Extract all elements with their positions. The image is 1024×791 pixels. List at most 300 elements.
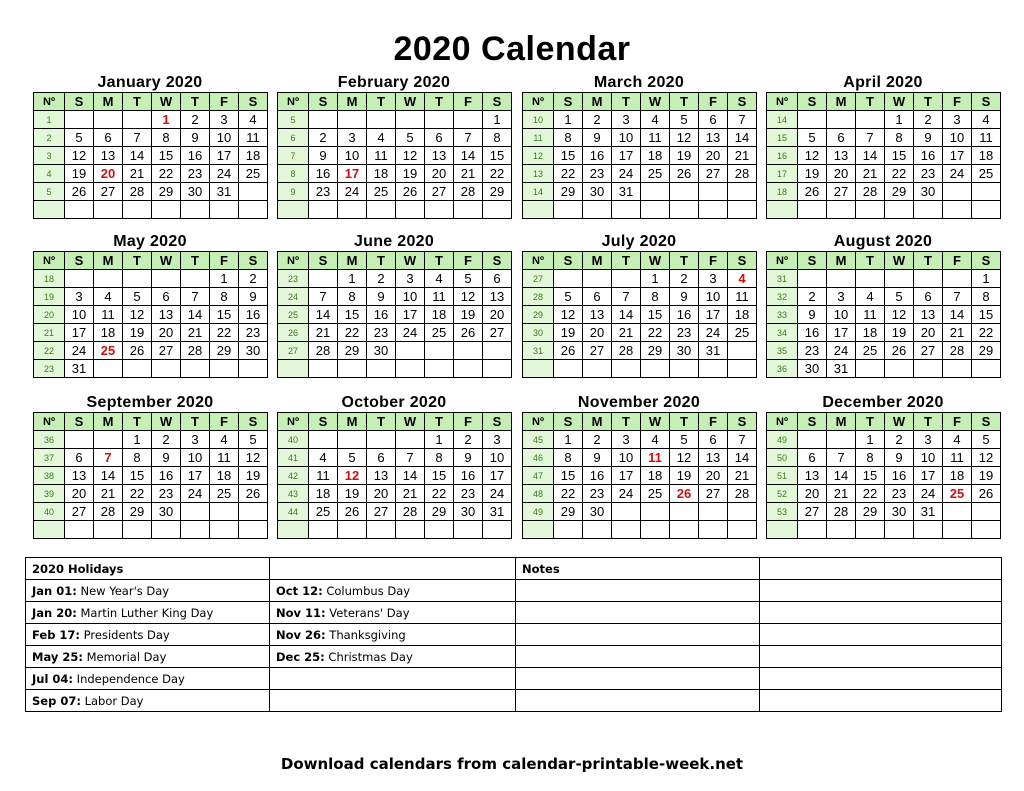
day-cell: 26 (123, 342, 152, 360)
day-cell: 21 (181, 324, 210, 342)
month-title: September 2020 (86, 394, 214, 411)
day-cell: 11 (943, 449, 972, 467)
week-number (34, 201, 65, 219)
day-cell: 11 (94, 306, 123, 324)
day-cell: 27 (483, 324, 512, 342)
week-number-header: Nº (278, 93, 309, 111)
weekday-header: T (856, 252, 885, 270)
week-number: 19 (34, 288, 65, 306)
day-cell (367, 521, 396, 539)
week-number: 24 (278, 288, 309, 306)
day-cell (827, 111, 856, 129)
day-cell (699, 521, 728, 539)
day-cell (181, 201, 210, 219)
weekday-header: M (338, 413, 367, 431)
weekday-header: T (425, 93, 454, 111)
day-cell: 3 (827, 288, 856, 306)
day-cell: 13 (483, 288, 512, 306)
day-cell (885, 270, 914, 288)
day-cell (367, 431, 396, 449)
weekday-header: M (583, 252, 612, 270)
day-cell (396, 431, 425, 449)
notes-cell (516, 580, 760, 602)
day-cell: 19 (123, 324, 152, 342)
day-cell: 14 (728, 449, 757, 467)
day-cell (554, 360, 583, 378)
day-cell: 15 (554, 147, 583, 165)
day-cell: 26 (65, 183, 94, 201)
day-cell: 20 (583, 324, 612, 342)
day-cell (454, 360, 483, 378)
month-title: August 2020 (833, 233, 933, 250)
day-cell: 27 (65, 503, 94, 521)
week-number: 45 (523, 431, 554, 449)
day-cell: 15 (338, 306, 367, 324)
day-cell (65, 270, 94, 288)
month-february (277, 75, 511, 219)
week-number: 27 (278, 342, 309, 360)
day-cell: 26 (670, 165, 699, 183)
day-cell: 8 (856, 449, 885, 467)
day-cell: 27 (367, 503, 396, 521)
weekday-header: S (483, 413, 512, 431)
week-number: 44 (278, 503, 309, 521)
day-cell (396, 111, 425, 129)
day-cell: 13 (798, 467, 827, 485)
month-october (277, 395, 511, 539)
week-number (523, 201, 554, 219)
day-cell (641, 360, 670, 378)
day-cell: 17 (181, 467, 210, 485)
day-cell (94, 360, 123, 378)
holiday-entry: Oct 12: Columbus Day (270, 580, 516, 602)
day-cell: 10 (396, 288, 425, 306)
day-cell: 18 (309, 485, 338, 503)
day-cell (454, 521, 483, 539)
day-cell: 2 (181, 111, 210, 129)
day-cell: 9 (670, 288, 699, 306)
day-cell: 22 (338, 324, 367, 342)
day-cell (181, 270, 210, 288)
day-cell: 17 (338, 165, 367, 183)
day-cell (827, 521, 856, 539)
day-cell (728, 521, 757, 539)
week-number (767, 521, 798, 539)
month-june (277, 234, 511, 378)
day-cell (670, 503, 699, 521)
day-cell: 3 (65, 288, 94, 306)
day-cell: 14 (943, 306, 972, 324)
day-cell: 15 (123, 467, 152, 485)
day-cell (943, 360, 972, 378)
day-cell: 10 (65, 306, 94, 324)
week-number: 15 (767, 129, 798, 147)
day-cell (885, 521, 914, 539)
day-cell: 29 (856, 503, 885, 521)
week-number-header: Nº (767, 413, 798, 431)
page-title: 2020 Calendar (393, 30, 631, 68)
day-cell: 3 (699, 270, 728, 288)
day-cell (65, 111, 94, 129)
day-cell: 8 (152, 129, 181, 147)
day-cell: 22 (123, 485, 152, 503)
notes-cell (516, 668, 760, 690)
day-cell: 16 (914, 147, 943, 165)
day-cell: 29 (483, 183, 512, 201)
week-number: 18 (767, 183, 798, 201)
day-cell (483, 342, 512, 360)
day-cell: 8 (972, 288, 1001, 306)
week-number: 20 (34, 306, 65, 324)
day-cell: 10 (210, 129, 239, 147)
day-cell: 6 (827, 129, 856, 147)
week-number: 38 (34, 467, 65, 485)
week-number: 31 (767, 270, 798, 288)
day-cell: 18 (972, 147, 1001, 165)
weekday-header: T (123, 413, 152, 431)
day-cell: 26 (454, 324, 483, 342)
day-cell: 10 (612, 129, 641, 147)
day-cell (583, 360, 612, 378)
day-cell (123, 270, 152, 288)
month-table (277, 92, 512, 219)
day-cell: 28 (454, 183, 483, 201)
week-number: 40 (34, 503, 65, 521)
day-cell: 7 (454, 129, 483, 147)
day-cell: 14 (827, 467, 856, 485)
holiday-entry: Nov 11: Veterans' Day (270, 602, 516, 624)
day-cell (699, 183, 728, 201)
day-cell: 25 (309, 503, 338, 521)
day-cell (856, 201, 885, 219)
day-cell: 4 (856, 288, 885, 306)
week-number: 14 (523, 183, 554, 201)
day-cell: 7 (94, 449, 123, 467)
day-cell: 14 (94, 467, 123, 485)
day-cell: 27 (699, 165, 728, 183)
week-number-header: Nº (523, 93, 554, 111)
holiday-entry: Jan 20: Martin Luther King Day (26, 602, 270, 624)
day-cell: 17 (914, 467, 943, 485)
day-cell: 8 (425, 449, 454, 467)
week-number: 32 (767, 288, 798, 306)
day-cell (425, 111, 454, 129)
day-cell: 15 (152, 147, 181, 165)
week-number: 31 (523, 342, 554, 360)
day-cell: 22 (885, 165, 914, 183)
day-cell (239, 183, 268, 201)
day-cell (943, 503, 972, 521)
weekday-header: S (728, 93, 757, 111)
day-cell: 12 (972, 449, 1001, 467)
day-cell: 17 (396, 306, 425, 324)
week-number: 23 (278, 270, 309, 288)
day-cell: 30 (583, 503, 612, 521)
day-cell: 30 (152, 503, 181, 521)
weekday-header: F (210, 93, 239, 111)
day-cell: 18 (641, 147, 670, 165)
day-cell: 15 (554, 467, 583, 485)
day-cell: 23 (152, 485, 181, 503)
day-cell: 2 (583, 431, 612, 449)
day-cell: 27 (583, 342, 612, 360)
day-cell: 26 (338, 503, 367, 521)
notes-cell (760, 602, 1002, 624)
day-cell (94, 111, 123, 129)
day-cell: 30 (367, 342, 396, 360)
day-cell: 18 (425, 306, 454, 324)
day-cell (728, 201, 757, 219)
week-number: 8 (278, 165, 309, 183)
day-cell: 3 (612, 111, 641, 129)
day-cell: 29 (152, 183, 181, 201)
week-number: 27 (523, 270, 554, 288)
day-cell: 15 (885, 147, 914, 165)
weekday-header: T (367, 413, 396, 431)
day-cell: 5 (670, 111, 699, 129)
month-table (33, 412, 268, 539)
day-cell: 19 (798, 165, 827, 183)
day-cell: 11 (641, 129, 670, 147)
day-cell: 11 (856, 306, 885, 324)
day-cell (827, 201, 856, 219)
day-cell (239, 521, 268, 539)
day-cell: 25 (856, 342, 885, 360)
day-cell: 31 (483, 503, 512, 521)
day-cell: 23 (583, 165, 612, 183)
day-cell: 24 (827, 342, 856, 360)
day-cell: 22 (972, 324, 1001, 342)
day-cell: 25 (728, 324, 757, 342)
holiday-entry: Jan 01: New Year's Day (26, 580, 270, 602)
day-cell: 1 (210, 270, 239, 288)
day-cell (827, 431, 856, 449)
week-number-header: Nº (34, 93, 65, 111)
day-cell: 19 (338, 485, 367, 503)
weekday-header: T (181, 252, 210, 270)
day-cell (65, 201, 94, 219)
day-cell: 24 (914, 485, 943, 503)
day-cell (123, 521, 152, 539)
day-cell: 2 (367, 270, 396, 288)
weekday-header: F (454, 413, 483, 431)
weekday-header: M (583, 413, 612, 431)
day-cell (641, 201, 670, 219)
day-cell: 24 (943, 165, 972, 183)
day-cell: 28 (728, 165, 757, 183)
day-cell: 18 (239, 147, 268, 165)
weekday-header: S (798, 93, 827, 111)
day-cell: 2 (583, 111, 612, 129)
day-cell: 9 (798, 306, 827, 324)
week-number: 37 (34, 449, 65, 467)
day-cell: 3 (914, 431, 943, 449)
day-cell: 4 (210, 431, 239, 449)
day-cell: 11 (239, 129, 268, 147)
day-cell: 8 (554, 129, 583, 147)
week-number: 53 (767, 503, 798, 521)
month-title: July 2020 (601, 233, 677, 250)
weekday-header: W (885, 413, 914, 431)
day-cell: 1 (856, 431, 885, 449)
holiday-entry: Sep 07: Labor Day (26, 690, 270, 712)
week-number: 23 (34, 360, 65, 378)
day-cell: 12 (239, 449, 268, 467)
week-number: 11 (523, 129, 554, 147)
week-number (278, 360, 309, 378)
day-cell: 4 (239, 111, 268, 129)
week-number: 49 (523, 503, 554, 521)
month-september (33, 395, 267, 539)
week-number: 5 (34, 183, 65, 201)
day-cell (210, 201, 239, 219)
day-cell: 8 (210, 288, 239, 306)
week-number: 36 (34, 431, 65, 449)
week-number: 3 (34, 147, 65, 165)
day-cell: 26 (798, 183, 827, 201)
week-number: 21 (34, 324, 65, 342)
day-cell (152, 360, 181, 378)
day-cell: 28 (309, 342, 338, 360)
day-cell: 11 (210, 449, 239, 467)
weekday-header: T (914, 93, 943, 111)
day-cell: 21 (309, 324, 338, 342)
day-cell: 10 (181, 449, 210, 467)
day-cell: 1 (641, 270, 670, 288)
day-cell: 23 (181, 165, 210, 183)
day-cell: 18 (94, 324, 123, 342)
holiday-entry: Dec 25: Christmas Day (270, 646, 516, 668)
day-cell (396, 521, 425, 539)
weekday-header: M (827, 93, 856, 111)
weekday-header: S (554, 93, 583, 111)
day-cell: 29 (641, 342, 670, 360)
day-cell: 1 (152, 111, 181, 129)
week-number: 18 (34, 270, 65, 288)
weekday-header: W (641, 252, 670, 270)
day-cell (972, 360, 1001, 378)
day-cell: 1 (554, 431, 583, 449)
weekday-header: T (425, 413, 454, 431)
day-cell: 13 (699, 449, 728, 467)
day-cell (670, 521, 699, 539)
week-number-header: Nº (34, 413, 65, 431)
day-cell: 17 (699, 306, 728, 324)
holidays-table (25, 557, 1002, 712)
day-cell: 15 (856, 467, 885, 485)
day-cell: 14 (856, 147, 885, 165)
day-cell: 24 (483, 485, 512, 503)
weekday-header: F (210, 252, 239, 270)
month-title: January 2020 (97, 74, 203, 91)
week-number-header: Nº (34, 252, 65, 270)
week-number: 4 (34, 165, 65, 183)
day-cell: 6 (425, 129, 454, 147)
day-cell (856, 270, 885, 288)
day-cell: 25 (425, 324, 454, 342)
week-number: 41 (278, 449, 309, 467)
day-cell: 24 (612, 165, 641, 183)
day-cell: 25 (641, 485, 670, 503)
day-cell: 11 (367, 147, 396, 165)
day-cell: 24 (65, 342, 94, 360)
day-cell: 18 (367, 165, 396, 183)
week-number: 33 (767, 306, 798, 324)
day-cell: 21 (94, 485, 123, 503)
weekday-header: M (94, 93, 123, 111)
day-cell (152, 521, 181, 539)
day-cell: 4 (972, 111, 1001, 129)
notes-cell (760, 646, 1002, 668)
day-cell: 18 (728, 306, 757, 324)
day-cell: 29 (972, 342, 1001, 360)
day-cell: 1 (554, 111, 583, 129)
day-cell: 12 (454, 288, 483, 306)
day-cell: 8 (483, 129, 512, 147)
day-cell: 12 (885, 306, 914, 324)
day-cell (309, 521, 338, 539)
day-cell (943, 183, 972, 201)
day-cell: 27 (152, 342, 181, 360)
day-cell (367, 201, 396, 219)
day-cell: 19 (972, 467, 1001, 485)
day-cell (641, 503, 670, 521)
day-cell: 21 (396, 485, 425, 503)
weekday-header: S (798, 413, 827, 431)
day-cell: 5 (670, 431, 699, 449)
weekday-header: S (309, 93, 338, 111)
day-cell: 30 (798, 360, 827, 378)
day-cell: 12 (798, 147, 827, 165)
weekday-header: S (239, 252, 268, 270)
holiday-entry: Feb 17: Presidents Day (26, 624, 270, 646)
holiday-entry (270, 690, 516, 712)
day-cell: 1 (425, 431, 454, 449)
day-cell: 2 (309, 129, 338, 147)
day-cell: 28 (94, 503, 123, 521)
day-cell: 16 (798, 324, 827, 342)
day-cell: 25 (239, 165, 268, 183)
weekday-header: W (396, 252, 425, 270)
day-cell: 22 (152, 165, 181, 183)
day-cell: 7 (123, 129, 152, 147)
day-cell: 26 (239, 485, 268, 503)
day-cell: 27 (94, 183, 123, 201)
day-cell (699, 360, 728, 378)
day-cell (338, 431, 367, 449)
day-cell: 6 (699, 431, 728, 449)
week-number: 42 (278, 467, 309, 485)
day-cell: 28 (856, 183, 885, 201)
week-number: 17 (767, 165, 798, 183)
week-number: 40 (278, 431, 309, 449)
day-cell: 23 (309, 183, 338, 201)
day-cell: 7 (309, 288, 338, 306)
day-cell: 24 (338, 183, 367, 201)
day-cell: 10 (483, 449, 512, 467)
day-cell: 2 (454, 431, 483, 449)
day-cell: 3 (338, 129, 367, 147)
day-cell: 15 (483, 147, 512, 165)
day-cell: 5 (123, 288, 152, 306)
day-cell: 27 (798, 503, 827, 521)
day-cell: 23 (885, 485, 914, 503)
day-cell: 13 (94, 147, 123, 165)
day-cell: 12 (670, 129, 699, 147)
day-cell: 14 (612, 306, 641, 324)
week-number: 34 (767, 324, 798, 342)
week-number: 12 (523, 147, 554, 165)
